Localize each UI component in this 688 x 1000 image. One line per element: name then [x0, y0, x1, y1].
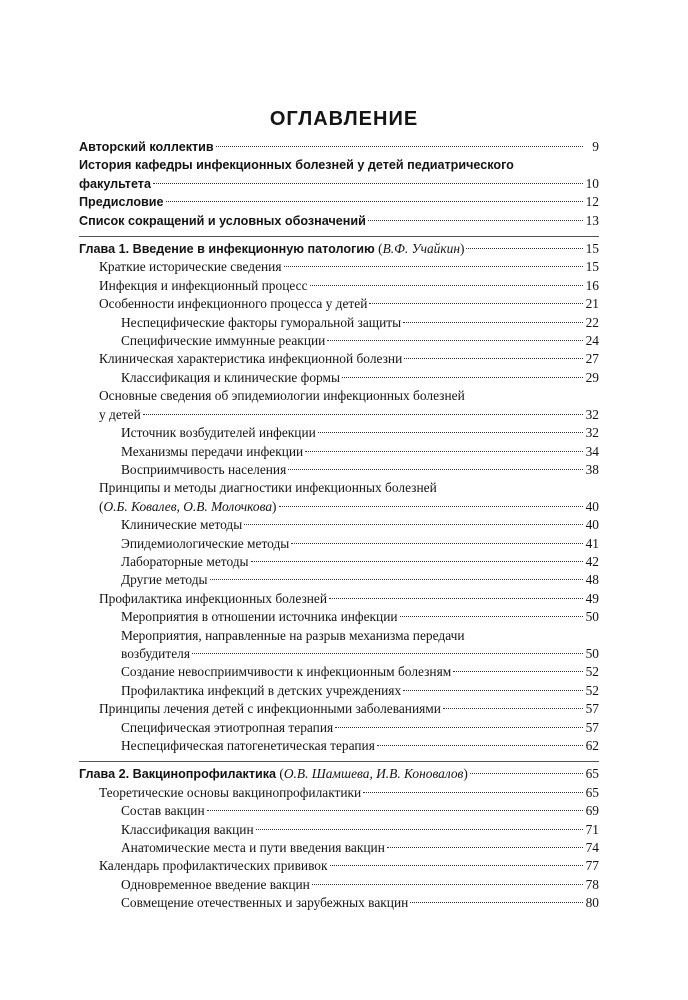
page-number: 57: [585, 701, 599, 717]
dot-leader: [466, 248, 583, 249]
dot-leader: [279, 506, 584, 507]
dot-leader: [470, 773, 583, 774]
toc-entry[interactable]: [79, 277, 599, 295]
dot-leader: [327, 340, 583, 341]
toc-entry[interactable]: [79, 839, 599, 857]
dot-leader: [318, 432, 583, 433]
toc-entry[interactable]: [79, 350, 599, 368]
toc-entry[interactable]: [79, 156, 599, 193]
toc-entry-title: Принципы лечения детей с инфекционными заболеваниями: [99, 701, 441, 717]
page-number: 80: [585, 895, 599, 911]
page-title: ОГЛАВЛЕНИЕ: [269, 108, 419, 130]
page-number: 52: [585, 664, 599, 680]
page-number: 69: [585, 803, 599, 819]
toc-entry[interactable]: [79, 821, 599, 839]
toc-entry-title: Краткие исторические сведения: [99, 259, 282, 275]
page-number: 32: [585, 425, 599, 441]
toc-entry-title: Лабораторные методы: [121, 553, 249, 569]
dot-leader: [403, 690, 583, 691]
toc-entry[interactable]: [79, 784, 599, 802]
toc-entry-title: Авторский коллектив: [79, 140, 214, 154]
toc-entry-title: у детей: [99, 406, 141, 422]
dot-leader: [377, 745, 583, 746]
page-number: 10: [585, 175, 599, 191]
toc-entry-title: Клиническая характеристика инфекционной болезни: [99, 351, 403, 367]
page-number: 21: [585, 296, 599, 312]
toc-entry-title: Анатомические места и пути введения вакцин: [121, 840, 385, 856]
toc-entry[interactable]: Глава 1. Введение в инфекционную патологию (В.Ф. Учайкин) 15: [79, 236, 599, 258]
toc-entry[interactable]: [79, 608, 599, 626]
dot-leader: [335, 727, 583, 728]
toc-entry-title-line: Мероприятия, направленные на разрыв механизма передачи: [121, 627, 465, 643]
toc-entry[interactable]: [79, 700, 599, 718]
page-number: 27: [585, 351, 599, 367]
toc-entry-author: В.Ф. Учайкин: [382, 241, 460, 257]
toc-entry-title: Совмещение отечественных и зарубежных вакцин: [121, 895, 409, 911]
dot-leader: [207, 810, 583, 811]
toc-entry-title: факультета: [79, 176, 151, 191]
dot-leader: [363, 792, 583, 793]
dot-leader: [284, 266, 584, 267]
toc-entry[interactable]: [79, 590, 599, 608]
toc-entry[interactable]: [79, 212, 599, 230]
toc-entry[interactable]: [79, 553, 599, 571]
dot-leader: [256, 829, 583, 830]
toc-entry-title: Мероприятия в отношении источника инфекции: [121, 609, 398, 625]
dot-leader: [330, 865, 583, 866]
dot-leader: [251, 561, 583, 562]
page-number: 15: [585, 241, 599, 257]
dot-leader: [143, 414, 583, 415]
page-number: 49: [585, 590, 599, 606]
page-number: 12: [585, 194, 599, 210]
toc-entry[interactable]: [79, 314, 599, 332]
page-number: 42: [585, 553, 599, 569]
toc-entry[interactable]: [79, 443, 599, 461]
toc-entry-title-line: История кафедры инфекционных болезней у детей педиатрического: [79, 158, 514, 173]
toc-entry-title: Инфекция и инфекционный процесс: [99, 277, 308, 293]
toc-entry[interactable]: [79, 802, 599, 820]
toc-entry-title: возбудителя: [121, 645, 190, 661]
dot-leader: [400, 616, 583, 617]
page-number: 74: [585, 840, 599, 856]
toc-entry-title: Создание невосприимчивости к инфекционным болезням: [121, 664, 452, 680]
toc-entry-title: Одновременное введение вакцин: [121, 876, 310, 892]
dot-leader: [166, 201, 583, 202]
dot-leader: [403, 322, 583, 323]
toc-entry[interactable]: [79, 387, 599, 424]
toc-entry[interactable]: [79, 258, 599, 276]
page-number: 62: [585, 738, 599, 753]
toc-entry-title: Список сокращений и условных обозначений: [79, 213, 366, 228]
toc-entry-title: Теоретические основы вакцинопрофилактики: [99, 784, 362, 800]
page-number: 13: [585, 212, 599, 228]
toc-entry[interactable]: [79, 424, 599, 442]
dot-leader: [310, 285, 583, 286]
page-number: 38: [585, 461, 599, 477]
page-number: 29: [585, 369, 599, 385]
page-number: 71: [585, 821, 599, 837]
toc-entry-title: Специфическая этиотропная терапия: [121, 719, 334, 735]
page-number: 41: [585, 535, 599, 551]
toc-entry[interactable]: [79, 138, 599, 156]
toc-entry-title: Другие методы: [121, 572, 208, 588]
page-number: 40: [585, 498, 599, 514]
page-number: 9: [592, 139, 599, 154]
page-number: 22: [585, 314, 599, 330]
toc-entry-title: Специфические иммунные реакции: [121, 333, 326, 349]
page-number: 65: [585, 766, 599, 782]
toc-entry-title: Механизмы передачи инфекции: [121, 443, 304, 459]
page-number: 57: [585, 719, 599, 735]
page-number: 24: [585, 333, 599, 349]
toc-entry[interactable]: [79, 876, 599, 894]
dot-leader: [244, 524, 583, 525]
dot-leader: [368, 220, 583, 221]
dot-leader: [387, 847, 583, 848]
toc-entry-title: Неспецифические факторы гуморальной защиты: [121, 314, 402, 330]
toc-entry[interactable]: [79, 627, 599, 664]
toc-entry-title: Неспецифическая патогенетическая терапия: [121, 738, 375, 753]
toc-entry-title: Восприимчивость населения: [121, 461, 287, 477]
toc-entry[interactable]: [79, 516, 599, 534]
dot-leader: [312, 884, 583, 885]
dot-leader: [305, 451, 583, 452]
toc-entry-title-line: Основные сведения об эпидемиологии инфекционных болезней: [99, 388, 465, 404]
dot-leader: [216, 146, 583, 147]
toc-entry[interactable]: [79, 295, 599, 313]
page-number: 32: [585, 406, 599, 422]
toc-entry[interactable]: [79, 663, 599, 681]
page-number: 48: [585, 572, 599, 588]
toc-entry[interactable]: [79, 857, 599, 875]
toc-entry-title: Глава 2. Вакцинопрофилактика: [79, 767, 277, 782]
page-number: 77: [585, 858, 599, 874]
dot-leader: [291, 543, 583, 544]
dot-leader: [342, 377, 583, 378]
toc-entry[interactable]: [79, 461, 599, 479]
dot-leader: [369, 303, 583, 304]
toc-entry-title-line: Принципы и методы диагностики инфекционных болезней: [99, 480, 437, 496]
page-number: 52: [585, 682, 599, 698]
toc-entry-title: Клинические методы: [121, 517, 243, 533]
toc-entry-title: Календарь профилактических прививок: [99, 858, 328, 874]
toc-entry-title: Состав вакцин: [121, 803, 205, 819]
dot-leader: [329, 598, 583, 599]
toc-entry-title: Профилактика инфекционных болезней: [99, 590, 328, 606]
dot-leader: [453, 671, 583, 672]
toc-entry[interactable]: Принципы и методы диагностики инфекционных болезней (О.Б. Ковалев, О.В. Молочкова) 40: [79, 479, 599, 516]
toc-entry[interactable]: [79, 193, 599, 211]
toc-entry-title: Источник возбудителей инфекции: [121, 425, 316, 441]
toc-entry-title: Профилактика инфекций в детских учреждениях: [121, 682, 402, 698]
toc-entry[interactable]: [79, 369, 599, 387]
dot-leader: [410, 902, 583, 903]
toc-entry-title: Классификация вакцин: [121, 821, 254, 837]
toc-entry[interactable]: [79, 682, 599, 700]
toc-entry-author: О.В. Шамшева, И.В. Коновалов: [283, 766, 464, 782]
toc-entry[interactable]: [79, 737, 599, 755]
toc-entry-title: Эпидемиологические методы: [121, 535, 290, 551]
page-number: 50: [585, 645, 599, 661]
toc-entry-title: Особенности инфекционного процесса у детей: [99, 296, 368, 312]
toc-entry-title: Предисловие: [79, 195, 164, 210]
toc-entry[interactable]: [79, 332, 599, 350]
page-number: 40: [585, 517, 599, 533]
dot-leader: [443, 708, 583, 709]
toc-entry[interactable]: Глава 2. Вакцинопрофилактика (О.В. Шамшева, И.В. Коновалов) 65: [79, 761, 599, 783]
dot-leader: [288, 469, 583, 470]
toc-entry[interactable]: [79, 719, 599, 737]
dot-leader: [210, 579, 583, 580]
dot-leader: [404, 358, 583, 359]
page-number: 15: [585, 259, 599, 275]
page-number: 34: [585, 443, 599, 459]
toc-entry[interactable]: [79, 894, 599, 912]
dot-leader: [153, 183, 583, 184]
page-number: 50: [585, 609, 599, 625]
dot-leader: [192, 653, 583, 654]
page-number: 78: [585, 876, 599, 892]
toc-entry-title: Классификация и клинические формы: [121, 369, 340, 385]
toc-entry[interactable]: [79, 535, 599, 553]
toc-entry[interactable]: [79, 571, 599, 589]
toc-entry-author: О.Б. Ковалев, О.В. Молочкова: [103, 498, 273, 514]
page-number: 65: [585, 784, 599, 800]
page-number: 16: [585, 277, 599, 293]
table-of-contents: [79, 138, 599, 913]
toc-entry-title: Глава 1. Введение в инфекционную патологию: [79, 242, 375, 257]
